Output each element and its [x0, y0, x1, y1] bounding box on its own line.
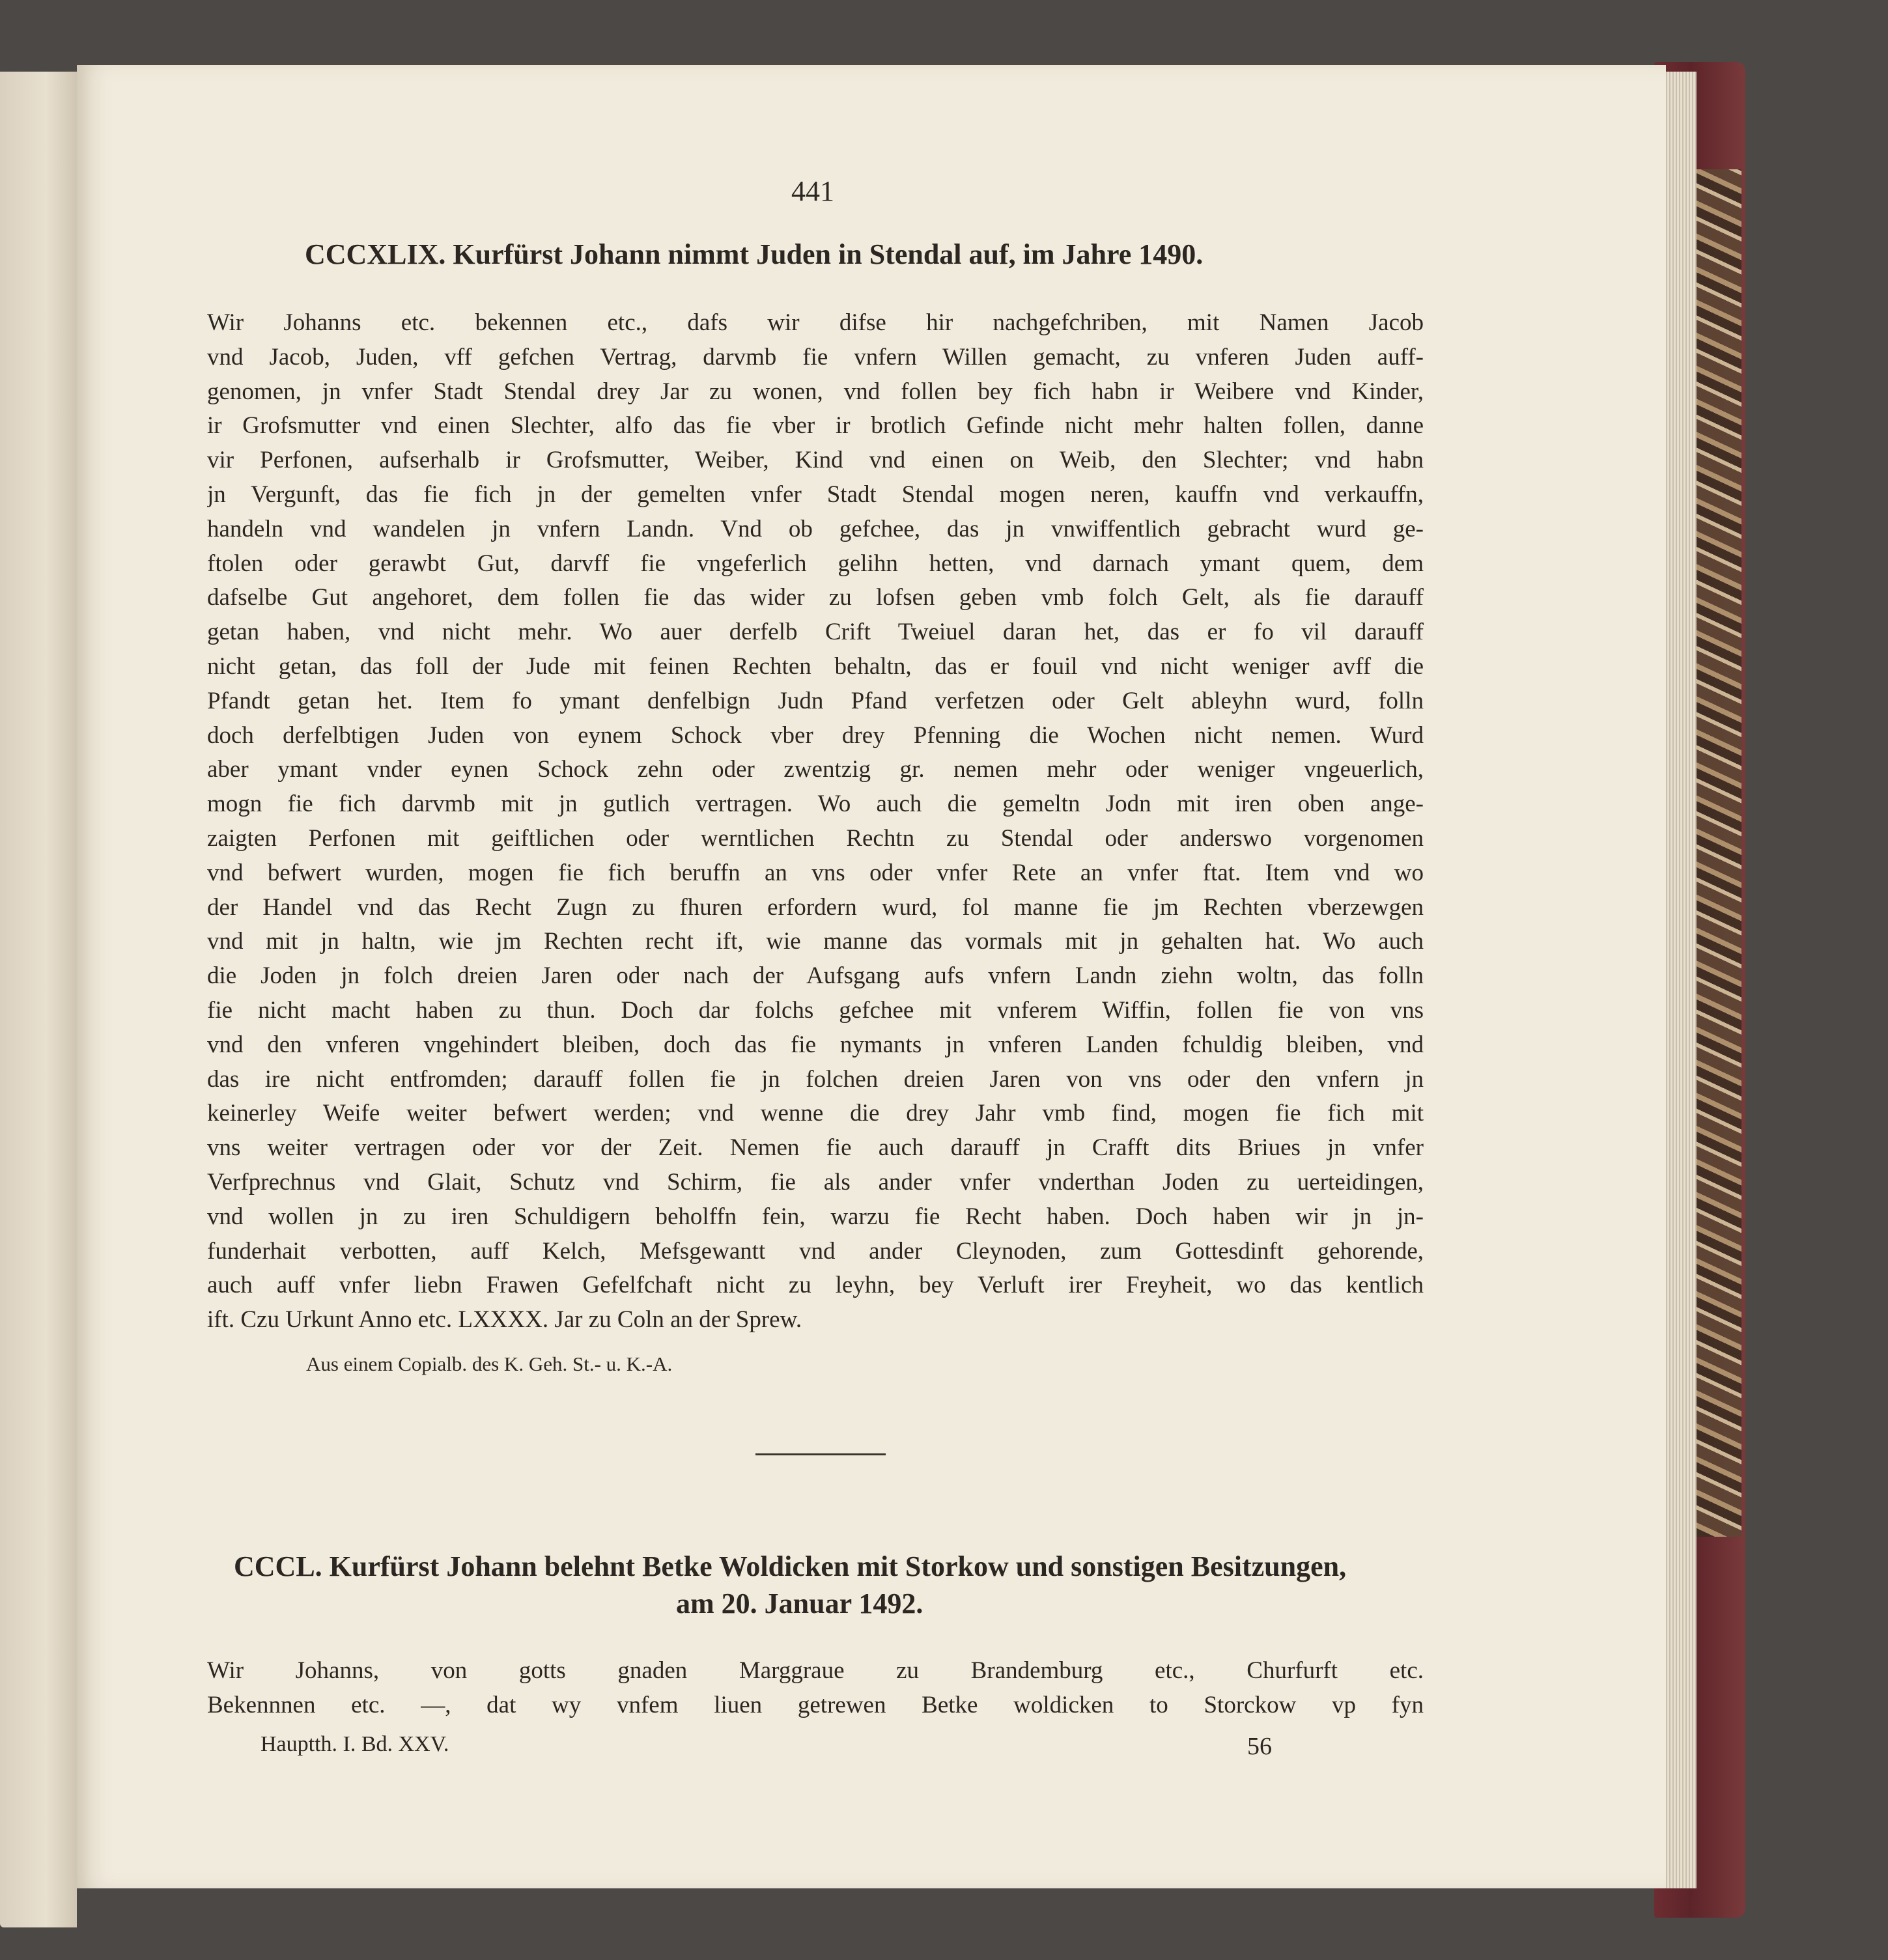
text-line: die Joden jn folch dreien Jaren oder nach der Aufsgang aufs vnfern Landn ziehn woltn, das folln	[207, 962, 1424, 990]
text-line: Pfandt getan het. Item fo ymant denfelbign Judn Pfand verfetzen oder Gelt ableyhn wurd, folln	[207, 687, 1424, 714]
text-line: aber ymant vnder eynen Schock zehn oder zwentzig gr. nemen mehr oder weniger vngeuerlich,	[207, 756, 1424, 783]
text-line: das ire nicht entfromden; darauff follen fie jn folchen dreien Jaren von vns oder den vnfern jn	[207, 1065, 1424, 1093]
text-line: ir Grofsmutter vnd einen Slechter, alfo das fie vber ir brotlich Gefinde nicht mehr halten follen, danne	[207, 412, 1424, 440]
text-line: vns weiter vertragen oder vor der Zeit. Nemen fie auch darauff jn Crafft dits Briues jn vnfer	[207, 1134, 1424, 1162]
left-page-edge	[0, 72, 77, 1927]
text-line: zaigten Perfonen mit geiftlichen oder werntlichen Rechtn zu Stendal oder anderswo vorgenomen	[207, 824, 1424, 852]
text-line: mogn fie fich darvmb mit jn gutlich vertragen. Wo auch die gemeltn Jodn mit iren oben ange-	[207, 791, 1424, 818]
text-line: vir Perfonen, aufserhalb ir Grofsmutter, Weiber, Kind vnd einen on Weib, den Slechter; vnd habn	[207, 447, 1424, 474]
text-line: keinerley Weife weiter befwert werden; vnd wenne die drey Jahr vmb find, mogen fie fich mit	[207, 1100, 1424, 1127]
document-body	[207, 306, 1424, 1337]
text-line: Wir Johanns, von gotts gnaden Marggraue zu Brandemburg etc., Churfurft etc.	[207, 1657, 1424, 1684]
text-line: auch auff vnfer liebn Frawen Gefelfchaft nicht zu leyhn, bey Verluft irer Freyheit, wo das kentlich	[207, 1272, 1424, 1299]
text-line: getan haben, vnd nicht mehr. Wo auer derfelb Crift Tweiuel daran het, das er fo vil darauff	[207, 619, 1424, 646]
text-line: jn Vergunft, das fie fich jn der gemelten vnfer Stadt Stendal mogen neren, kauffn vnd verkauffn,	[207, 481, 1424, 508]
document-heading-2: CCCL. Kurfürst Johann belehnt Betke Woldicken mit Storkow und sonstigen Besitzungen,	[234, 1550, 1347, 1582]
text-line: vnd mit jn haltn, wie jm Rechten recht ift, wie manne das vormals mit jn gehalten hat. Wo auch	[207, 928, 1424, 955]
text-line: vnd befwert wurden, mogen fie fich beruffn an vns oder vnfer Rete an vnfer ftat. Item vnd wo	[207, 859, 1424, 886]
source-note: Aus einem Copialb. des K. Geh. St.- u. K.-A.	[306, 1352, 673, 1375]
document-heading-2-date: am 20. Januar 1492.	[676, 1588, 923, 1619]
text-line: doch derfelbtigen Juden von eynem Schock vber drey Pfenning die Wochen nicht nemen. Wurd	[207, 721, 1424, 749]
page-number: 441	[791, 175, 834, 207]
text-line: ftolen oder gerawbt Gut, darvff fie vngeferlich gelihn hetten, vnd darnach ymant quem, dem	[207, 550, 1424, 577]
text-line: Wir Johanns etc. bekennen etc., dafs wir difse hir nachgefchriben, mit Namen Jacob	[207, 309, 1424, 336]
text-line: funderhait verbotten, auff Kelch, Mefsgewantt vnd ander Cleynoden, zum Gottesdinft gehorende,	[207, 1237, 1424, 1265]
text-line: ift. Czu Urkunt Anno etc. LXXXX. Jar zu Coln an der Sprew.	[207, 1306, 802, 1334]
volume-signature: Hauptth. I. Bd. XXV.	[261, 1732, 449, 1756]
document-body-2	[207, 1654, 1424, 1723]
section-divider	[755, 1453, 886, 1455]
sheet-number: 56	[1247, 1733, 1272, 1760]
text-line: handeln vnd wandelen jn vnfern Landn. Vnd ob gefchee, das jn vnwiffentlich gebracht wurd ge-	[207, 515, 1424, 542]
text-line: genomen, jn vnfer Stadt Stendal drey Jar zu wonen, vnd follen bey fich habn ir Weibere vnd Kinder,	[207, 378, 1424, 405]
text-line: Bekennnen etc. —, dat wy vnfem liuen getrewen Betke woldicken to Storckow vp fyn	[207, 1691, 1424, 1718]
text-line: fie nicht macht haben zu thun. Doch dar folchs gefchee mit vnferem Wiffin, follen fie von vns	[207, 996, 1424, 1024]
text-line: vnd wollen jn zu iren Schuldigern beholffn fein, warzu fie Recht haben. Doch haben wir jn jn-	[207, 1203, 1424, 1230]
text-line: dafselbe Gut angehoret, dem follen fie das wider zu lofsen geben vmb folch Gelt, als fie darauff	[207, 584, 1424, 611]
marbled-edge	[1693, 169, 1741, 1537]
text-line: nicht getan, das foll der Jude mit feinen Rechten behaltn, das er fouil vnd nicht weniger avff die	[207, 652, 1424, 680]
text-line: vnd Jacob, Juden, vff gefchen Vertrag, darvmb fie vnfern Willen gemacht, zu vnferen Juden auff-	[207, 343, 1424, 371]
text-line: der Handel vnd das Recht Zugn zu fhuren erfordern wurd, fol manne fie jm Rechten vberzewgen	[207, 893, 1424, 921]
text-line: Verfprechnus vnd Glait, Schutz vnd Schirm, fie als ander vnfer vnderthan Joden zu uerteidingen,	[207, 1168, 1424, 1196]
text-line: vnd den vnferen vngehindert bleiben, doch das fie nymants jn vnferen Landen fchuldig bleiben, vnd	[207, 1031, 1424, 1058]
document-heading: CCCXLIX. Kurfürst Johann nimmt Juden in Stendal auf, im Jahre 1490.	[305, 238, 1204, 270]
